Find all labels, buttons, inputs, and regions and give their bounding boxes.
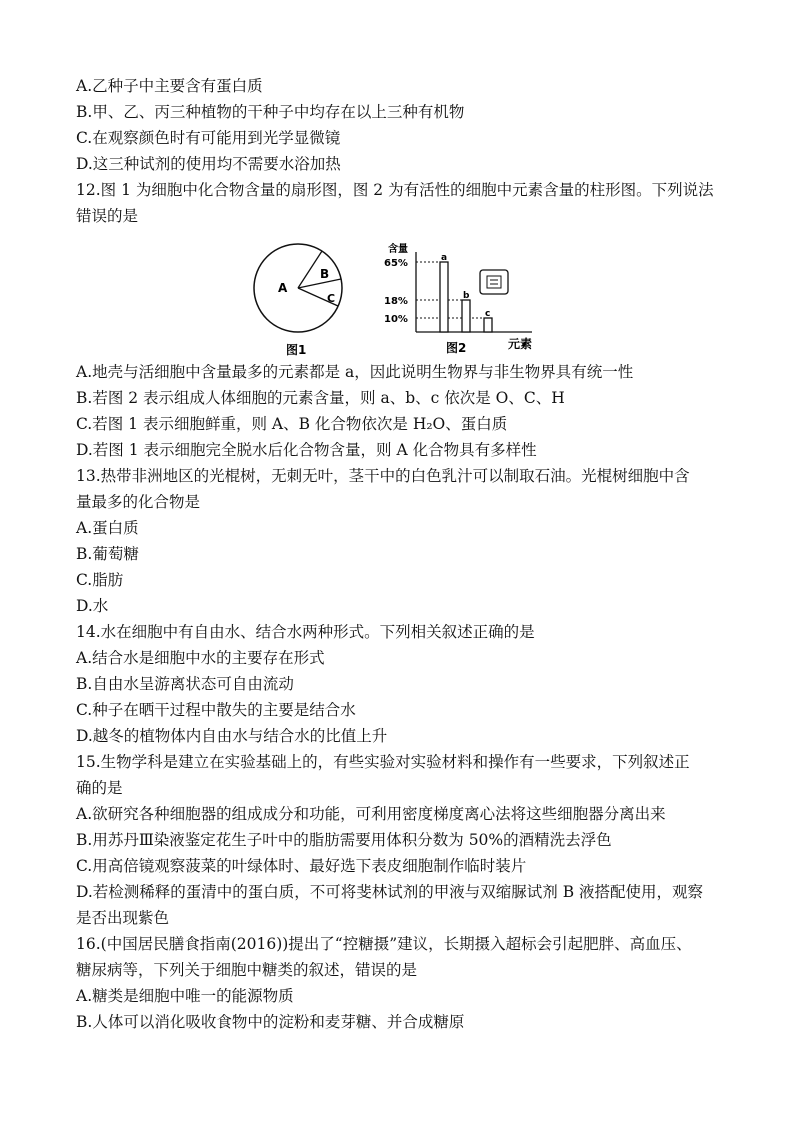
pie-label-b: B (320, 267, 330, 281)
q15-option-a: A.欲研究各种细胞器的组成成分和功能，可利用密度梯度离心法将这些细胞器分离出来 (76, 805, 666, 823)
q15-option-c: C.用高倍镜观察菠菜的叶绿体时、最好选下表皮细胞制作临时装片 (76, 857, 527, 875)
q11-option-d: D.这三种试剂的使用均不需要水浴加热 (76, 155, 341, 173)
figure2-label: 图2 (446, 341, 467, 355)
q12-option-c: C.若图 1 表示细胞鲜重，则 A、B 化合物依次是 H₂O、蛋白质 (76, 415, 508, 433)
q14-option-d: D.越冬的植物体内自由水与结合水的比值上升 (76, 727, 388, 745)
q12-option-b: B.若图 2 表示组成人体细胞的元素含量，则 a、b、c 依次是 O、C、H (76, 389, 565, 407)
bar-label-b: b (463, 291, 470, 301)
q15-option-b: B.用苏丹Ⅲ染液鉴定花生子叶中的脂肪需要用体积分数为 50%的酒精洗去浮色 (76, 831, 612, 849)
tick-65: 65% (384, 258, 408, 269)
q12-option-a: A.地壳与活细胞中含量最多的元素都是 a，因此说明生物界与非生物界具有统一性 (76, 363, 634, 381)
q15-stem-line1: 15.生物学科是建立在实验基础上的，有些实验对实验材料和操作有一些要求，下列叙述正 (76, 753, 690, 771)
q13-option-c: C.脂肪 (76, 571, 124, 589)
figure1-pie (254, 244, 342, 357)
tick-10: 10% (384, 314, 408, 325)
bar-label-c: c (485, 309, 491, 319)
q14-option-c: C.种子在晒干过程中散失的主要是结合水 (76, 701, 356, 719)
q15-option-d-line2: 是否出现紫色 (76, 909, 170, 927)
q12-figure-svg (250, 236, 550, 360)
bar-c (484, 318, 492, 332)
q13-stem-line1: 13.热带非洲地区的光棍树，无刺无叶，茎干中的白色乳汁可以制取石油。光棍树细胞中含 (76, 467, 690, 485)
q12-figures (250, 236, 550, 360)
q12-option-d: D.若图 1 表示细胞完全脱水后化合物含量，则 A 化合物具有多样性 (76, 441, 537, 459)
figure2-bar-chart (384, 242, 532, 355)
q15-option-d-line1: D.若检测稀释的蛋清中的蛋白质，不可将斐林试剂的甲液与双缩脲试剂 B 液搭配使用，观察 (76, 883, 704, 901)
q14-option-b: B.自由水呈游离状态可自由流动 (76, 675, 294, 693)
pie-label-a: A (278, 281, 288, 295)
q13-stem-line2: 量最多的化合物是 (76, 493, 201, 511)
scan-icon (480, 270, 508, 294)
q12-stem-line1: 12.图 1 为细胞中化合物含量的扇形图，图 2 为有活性的细胞中元素含量的柱形图。下列说法 (76, 181, 714, 199)
q11-option-b: B.甲、乙、丙三种植物的干种子中均存在以上三种有机物 (76, 103, 465, 121)
x-axis-label: 元素 (508, 337, 533, 351)
y-axis-label: 含量 (388, 244, 408, 255)
q14-stem: 14.水在细胞中有自由水、结合水两种形式。下列相关叙述正确的是 (76, 623, 535, 641)
tick-18: 18% (384, 296, 408, 307)
q16-option-b: B.人体可以消化吸收食物中的淀粉和麦芽糖、并合成糖原 (76, 1013, 465, 1031)
q16-stem-line2: 糖尿病等，下列关于细胞中糖类的叙述，错误的是 (76, 961, 418, 979)
q12-stem-line2: 错误的是 (76, 207, 139, 225)
pie-label-c: C (327, 292, 336, 305)
q13-option-a: A.蛋白质 (76, 519, 139, 537)
bar-a (440, 262, 448, 332)
q13-option-b: B.葡萄糖 (76, 545, 139, 563)
q14-option-a: A.结合水是细胞中水的主要存在形式 (76, 649, 325, 667)
bar-b (462, 300, 470, 332)
q16-stem-line1: 16.(中国居民膳食指南(2016))提出了“控糖摄”建议，长期摄入超标会引起肥胖、高血压、 (76, 935, 692, 953)
q11-option-c: C.在观察颜色时有可能用到光学显微镜 (76, 129, 341, 147)
q13-option-d: D.水 (76, 597, 109, 615)
figure1-label: 图1 (286, 343, 307, 357)
q15-stem-line2: 确的是 (76, 779, 123, 797)
bar-label-a: a (441, 253, 448, 263)
q11-option-a: A.乙种子中主要含有蛋白质 (76, 77, 263, 95)
q16-option-a: A.糖类是细胞中唯一的能源物质 (76, 987, 294, 1005)
